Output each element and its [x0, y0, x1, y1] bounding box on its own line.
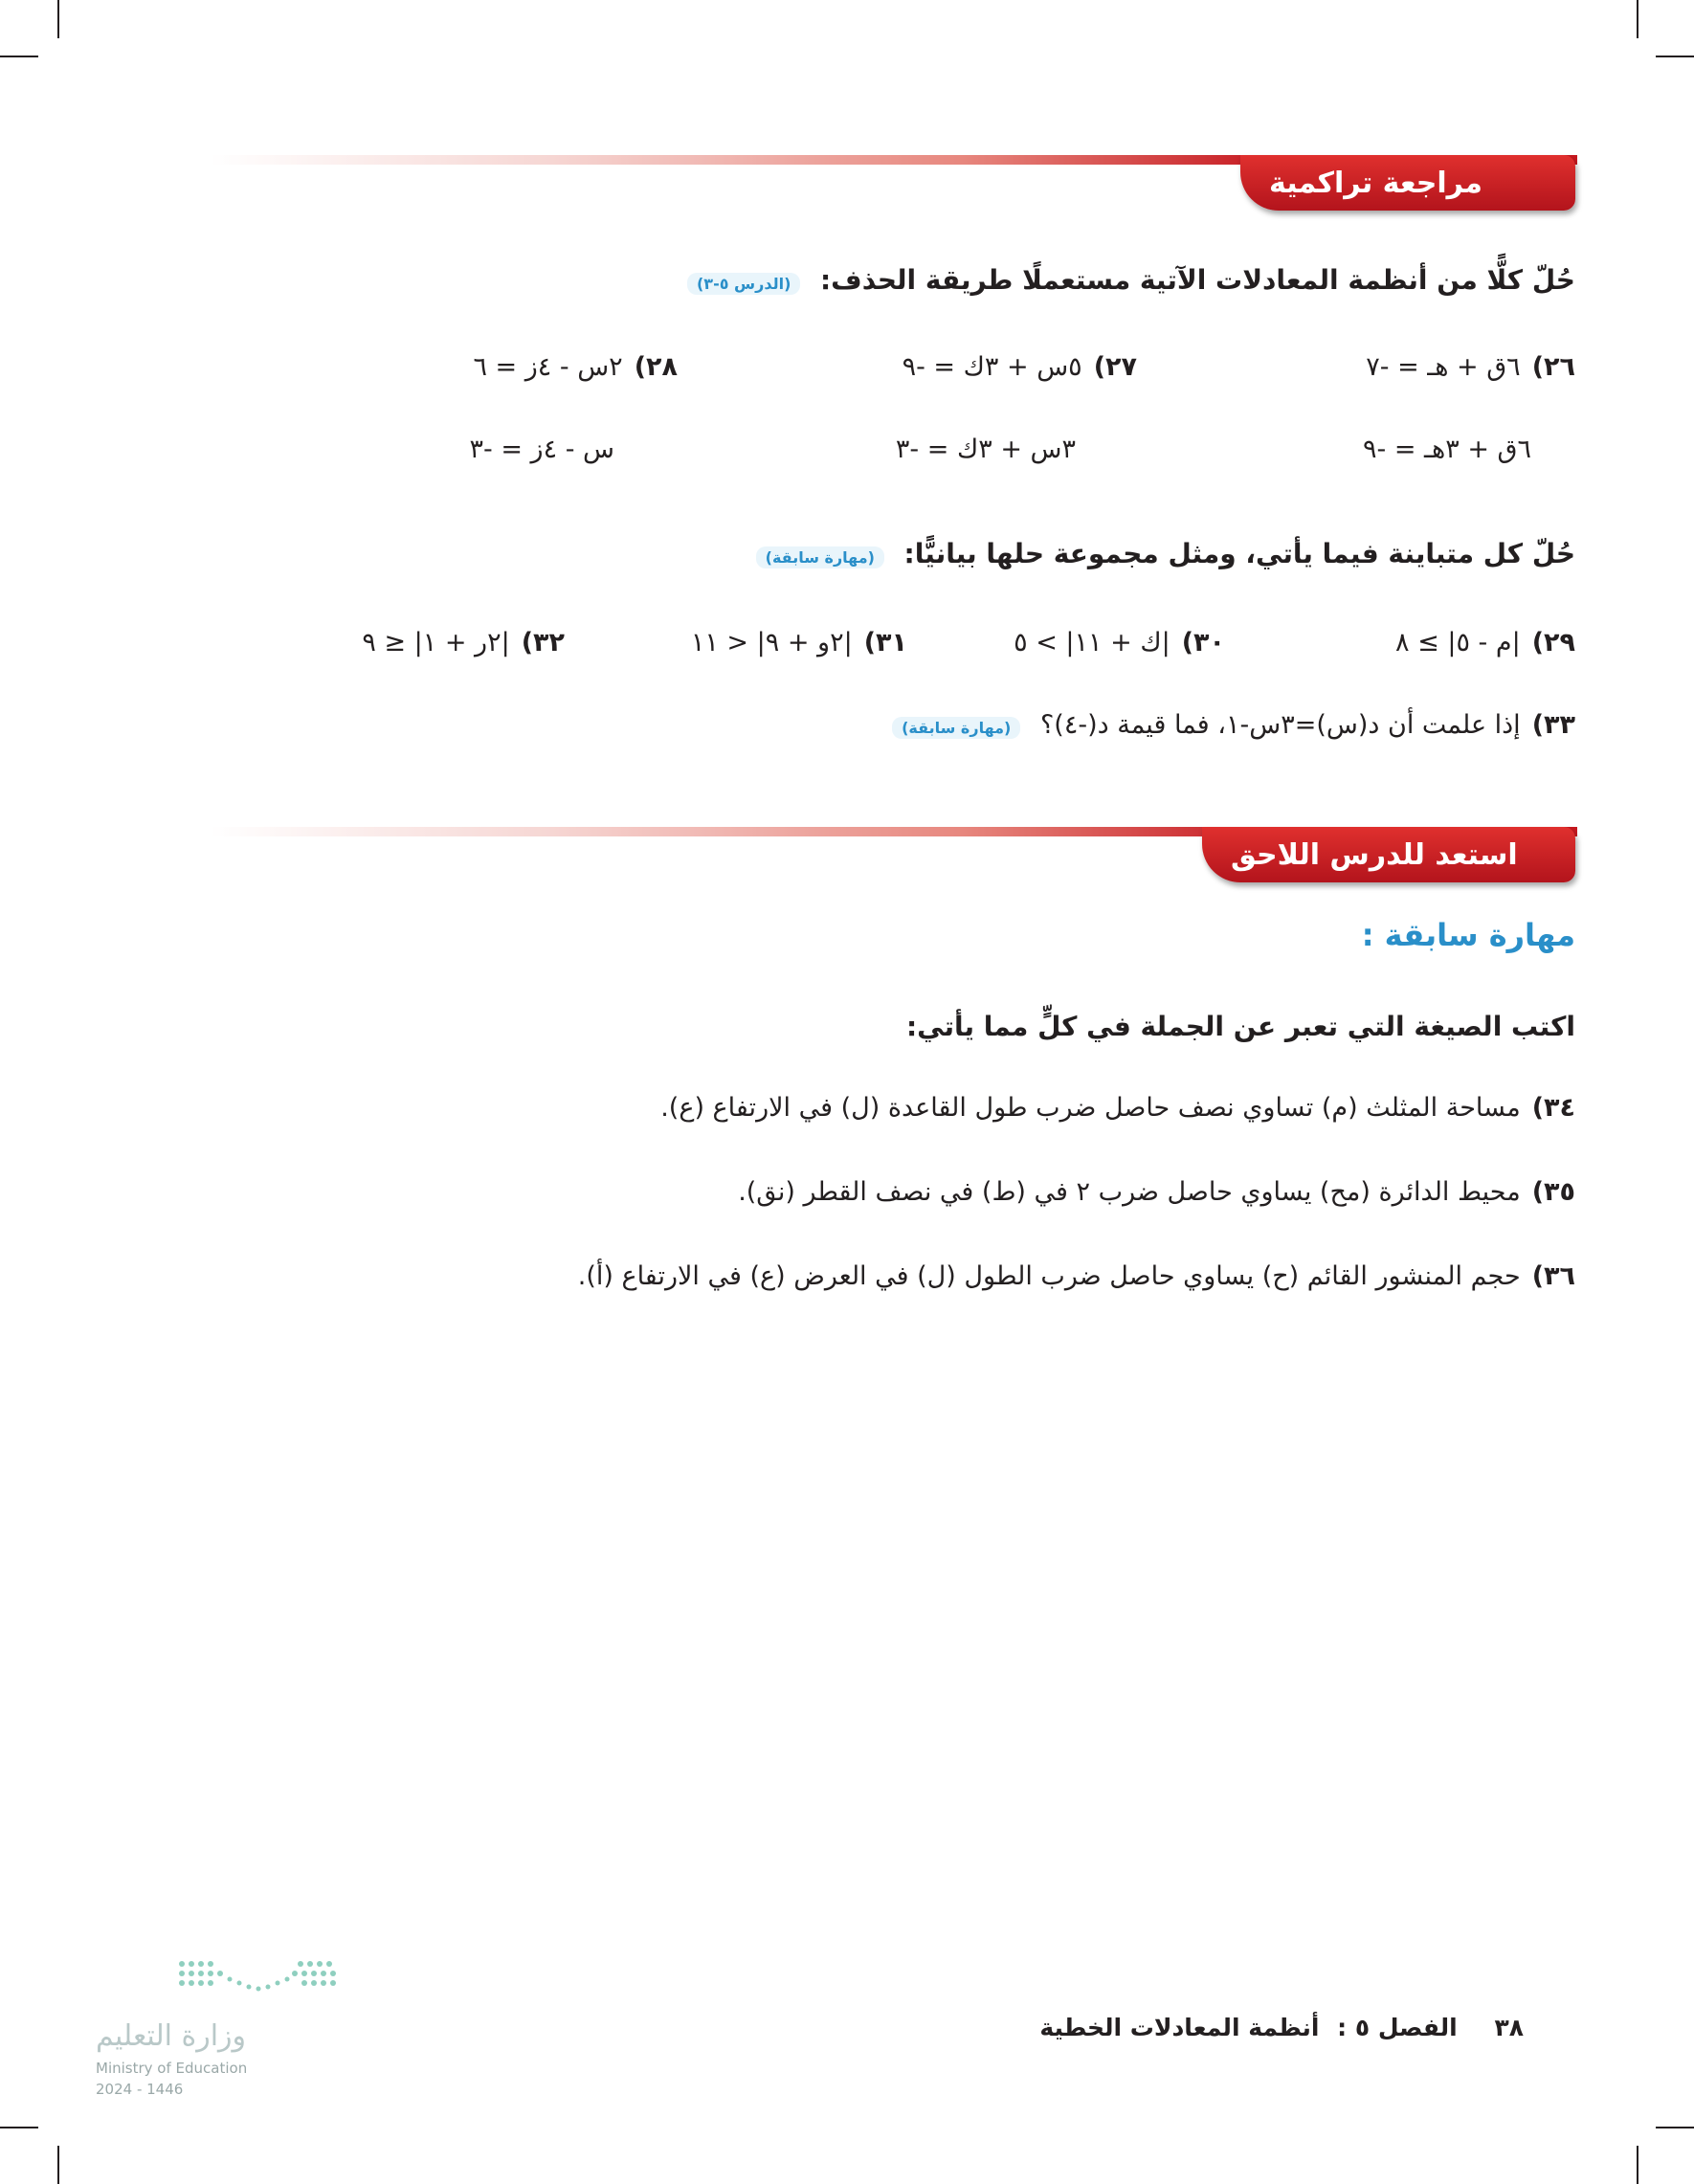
instruction-elimination — [687, 264, 1575, 296]
inequality: |٢ر + ١| ≤ ٩ — [362, 628, 510, 657]
ministry-year: 2024 - 1446 — [96, 2081, 184, 2098]
problem-28-eq2: س - ٤ز = -٣ — [469, 435, 614, 464]
chapter-label: الفصل ٥ : — [1337, 2014, 1458, 2041]
skill-tag: (مهارة سابقة) — [756, 546, 884, 568]
problem-number: ٣٤) — [1531, 1093, 1575, 1123]
instruction-formulas: اكتب الصيغة التي تعبر عن الجملة في كلٍّ مما يأتي: — [905, 1011, 1575, 1042]
crop-mark — [0, 2127, 38, 2128]
problem-text: مساحة المثلث (م) تساوي نصف حاصل ضرب طول القاعدة (ل) في الارتفاع (ع). — [660, 1093, 1521, 1123]
inequality: |٢و + ٩| < ١١ — [690, 628, 853, 657]
page-number: ٣٨ — [1494, 2014, 1524, 2041]
equation: ٦ق + هـ = -٧ — [1366, 352, 1521, 382]
problem-number: ٣٢) — [521, 628, 565, 657]
problem-text: محيط الدائرة (مح) يساوي حاصل ضرب ٢ في (ط) في نصف القطر (نق). — [738, 1177, 1521, 1207]
crop-mark — [1637, 0, 1638, 38]
problem-number: ٢٨) — [634, 352, 678, 382]
crop-mark — [0, 56, 38, 57]
problem-35 — [738, 1177, 1575, 1207]
problem-27-eq2: ٣س + ٣ك = -٣ — [895, 435, 1076, 464]
problem-33 — [892, 710, 1575, 740]
problem-number: ٢٦) — [1531, 352, 1575, 382]
problem-number: ٢٧) — [1093, 352, 1137, 382]
problem-text: إذا علمت أن د(س)=٣س-١، فما قيمة د(-٤)؟ — [1039, 710, 1521, 740]
problem-number: ٣٠) — [1181, 628, 1225, 657]
ministry-logo-icon — [176, 1956, 339, 2000]
problem-28 — [473, 352, 678, 382]
ministry-name-arabic: وزارة التعليم — [96, 2019, 247, 2053]
instruction-text: حُلّ كل متباينة فيما يأتي، ومثل مجموعة حلها بيانيًّا: — [903, 538, 1575, 569]
problem-26-eq2: ٦ق + ٣هـ = -٩ — [1363, 435, 1531, 464]
crop-mark — [57, 0, 59, 38]
problem-29 — [1395, 628, 1575, 657]
skill-tag: (مهارة سابقة) — [892, 717, 1020, 739]
lesson-reference-tag: (الدرس ٥-٣) — [687, 273, 800, 295]
problem-27 — [903, 352, 1137, 382]
skill-heading: مهارة سابقة : — [1361, 917, 1575, 953]
problem-text: حجم المنشور القائم (ح) يساوي حاصل ضرب الطول (ل) في العرض (ع) في الارتفاع (أ). — [577, 1261, 1521, 1291]
problem-number: ٣٦) — [1531, 1261, 1575, 1291]
problem-number: ٢٩) — [1531, 628, 1575, 657]
section-title-review: مراجعة تراكمية — [1240, 155, 1575, 211]
problem-number: ٣٣) — [1531, 710, 1575, 740]
problem-number: ٣١) — [863, 628, 907, 657]
problem-26 — [1366, 352, 1575, 382]
inequality: |ك + ١١| > ٥ — [1014, 628, 1170, 657]
equation: ٢س - ٤ز = ٦ — [473, 352, 623, 382]
section-title-prepare: استعد للدرس اللاحق — [1202, 827, 1575, 882]
equation: ٥س + ٣ك = -٩ — [902, 352, 1082, 382]
problem-30 — [1014, 628, 1225, 657]
crop-mark — [1656, 56, 1694, 57]
instruction-text: حُلّ كلًّا من أنظمة المعادلات الآتية مستعملًا طريقة الحذف: — [819, 264, 1575, 296]
problem-number: ٣٥) — [1531, 1177, 1575, 1207]
problem-36 — [578, 1261, 1575, 1291]
ministry-name-english: Ministry of Education — [96, 2060, 248, 2077]
crop-mark — [1656, 2127, 1694, 2128]
chapter-title: أنظمة المعادلات الخطية — [1039, 2014, 1320, 2041]
footer — [1039, 2014, 1524, 2041]
instruction-inequalities — [756, 538, 1575, 569]
problem-31 — [691, 628, 907, 657]
problem-34 — [660, 1093, 1575, 1123]
crop-mark — [1637, 2146, 1638, 2184]
inequality: |م - ٥| ≥ ٨ — [1395, 628, 1521, 657]
problem-32 — [362, 628, 565, 657]
crop-mark — [57, 2146, 59, 2184]
